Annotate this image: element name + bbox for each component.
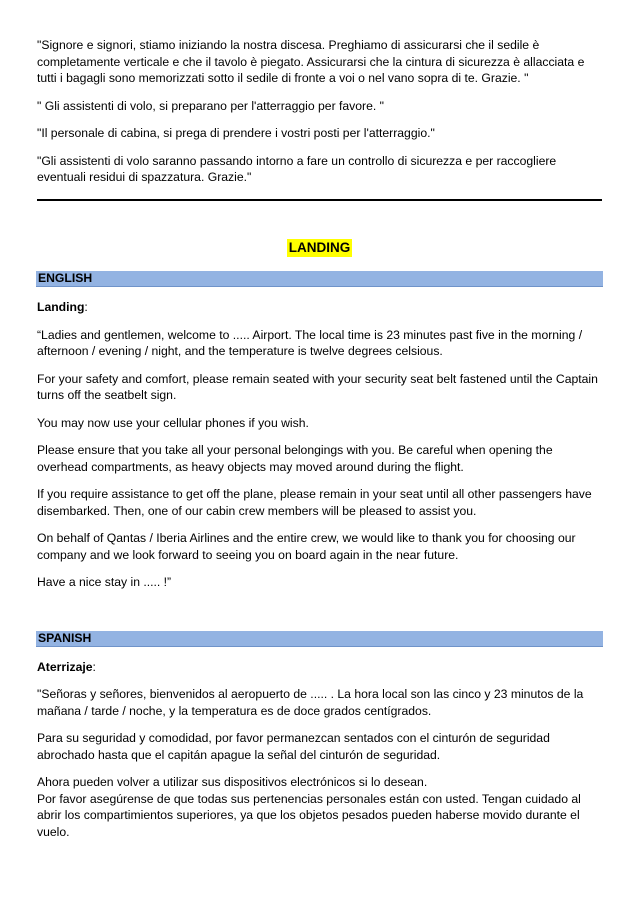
english-paragraph-5: If you require assistance to get off the plane, please remain in your seat until all other passengers have disembarked. Then, one of our cabin crew members will be pleased to assist you.	[37, 487, 592, 518]
horizontal-divider	[37, 199, 602, 201]
spanish-label: Aterrizaje	[37, 659, 93, 674]
italian-paragraph-1: "Signore e signori, stiamo iniziando la nostra discesa. Preghiamo di assicurarsi che il sedile è completamente verticale e che il tavolo è piegato. Assicurarsi che la cintura di sicurezza è allacciata e tutti i bagagli sono memorizzati sotto il sedile di fronte a voi o nel vano sopra di te. Grazie. "	[37, 38, 585, 85]
spanish-label-colon: :	[92, 659, 96, 674]
section-spacer	[37, 591, 602, 631]
landing-heading-wrap	[37, 239, 602, 258]
english-paragraph-3: You may now use your cellular phones if you wish.	[37, 415, 309, 430]
english-paragraph-6: On behalf of Qantas / Iberia Airlines and the entire crew, we would like to thank you for choosing our company and we look forward to seeing you on board again in the near future.	[37, 531, 576, 562]
spanish-section-bar: SPANISH	[36, 631, 603, 647]
english-section-bar: ENGLISH	[36, 271, 603, 287]
english-label-line	[37, 299, 602, 316]
spanish-label-line	[37, 659, 602, 676]
english-paragraph-4: Please ensure that you take all your personal belongings with you. Be careful when opening the overhead compartments, as heavy objects may moved around during the flight.	[37, 443, 553, 474]
english-paragraph-7: Have a nice stay in ..... !”	[37, 575, 172, 589]
english-label-colon: :	[84, 300, 88, 314]
italian-paragraph-3: "Il personale di cabina, si prega di prendere i vostri posti per l'atterraggio."	[37, 126, 435, 140]
spanish-paragraph-1: "Señoras y señores, bienvenidos al aeropuerto de ..... . La hora local son las cinco y 23 minutos de la mañana / tarde / noche, y la temperatura es de doce grados centígrados.	[37, 687, 584, 718]
spanish-paragraph-2: Para su seguridad y comodidad, por favor permanezcan sentados con el cinturón de seguridad abrochado hasta que el capitán apague la señal del cinturón de seguridad.	[37, 731, 550, 762]
spanish-paragraph-3: Ahora pueden volver a utilizar sus dispositivos electrónicos si lo desean.	[37, 775, 428, 789]
english-paragraph-2: For your safety and comfort, please remain seated with your security seat belt fastened until the Captain turns off the seatbelt sign.	[37, 371, 598, 402]
english-label: Landing	[37, 300, 85, 314]
landing-heading: LANDING	[287, 239, 353, 258]
english-paragraph-1: “Ladies and gentlemen, welcome to ..... Airport. The local time is 23 minutes past five in the morning / afternoon / evening / night, and the temperature is twelve degrees celsious.	[37, 327, 583, 358]
italian-paragraph-4: "Gli assistenti di volo saranno passando intorno a fare un controllo di sicurezza e per raccogliere eventuali residui di spazzatura. Grazie."	[37, 153, 557, 184]
document-page	[37, 37, 602, 840]
spanish-paragraph-4: Por favor asegúrense de que todas sus pertenencias personales están con usted. Tengan cuidado al abrir los compartimientos superiores, ya que los objetos pesados pueden haberse movido durante el vuelo.	[37, 791, 581, 839]
italian-paragraph-2: " Gli assistenti di volo, si preparano per l'atterraggio per favore. "	[37, 98, 384, 113]
